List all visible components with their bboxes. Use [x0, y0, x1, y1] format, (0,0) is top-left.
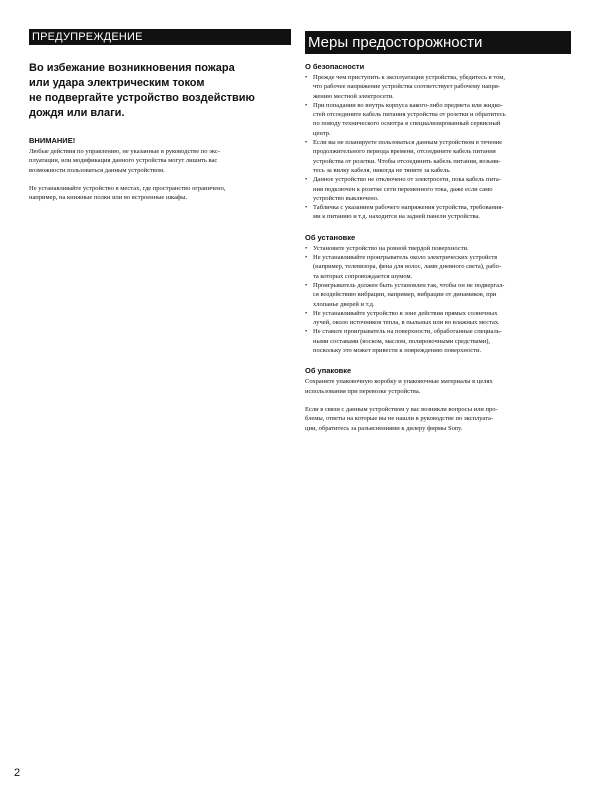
text-line: • Установите устройство на ровной твердой поверхности.	[313, 244, 469, 252]
warning-heading-line: дождя или влаги.	[29, 107, 125, 119]
text-line: ся воздействию вибрации, например, вибрации от динамиков, при	[313, 291, 497, 299]
warning-heading-line: или удара электрическим током	[29, 77, 205, 89]
packing-text	[305, 377, 571, 396]
text-line: Сохраните упаковочную коробку и упаковочные материалы в целях	[305, 378, 493, 386]
text-line: ции, обратитесь за разъяснениями к дилеру фирмы Sony.	[305, 424, 463, 432]
text-line: та которых сопровождается шумом.	[313, 272, 413, 280]
text-line: • При попадании во внутрь корпуса какого-либо предмета или жидко-	[313, 101, 503, 109]
list-item	[305, 309, 571, 328]
safety-list	[305, 73, 571, 222]
list-item	[305, 244, 571, 253]
warning-heading-line: Во избежание возникновения пожара	[29, 62, 235, 74]
text-line: • Не ставьте проигрыватель на поверхности, обработанные специаль-	[313, 328, 502, 336]
list-item	[305, 203, 571, 222]
page-title: Меры предосторожности	[305, 31, 571, 54]
list-item	[305, 101, 571, 138]
text-line: ми к питанию и т.д. находится на задней панели устройства.	[313, 213, 481, 221]
text-line: • Если вы не планируете пользоваться данным устройством в течение	[313, 139, 503, 147]
warning-heading	[29, 61, 291, 121]
text-line: • Прежде чем приступить к эксплуатации устройства, убедитесь в том,	[313, 74, 505, 81]
text-line: по поводу технического осмотра в специализированный сервисный	[313, 120, 501, 128]
text-line: продолжительного периода времени, отсоедините кабель питания	[313, 148, 496, 156]
warning-label: ПРЕДУПРЕЖДЕНИЕ	[29, 29, 291, 45]
text-line: хлопанье дверей и т.д.	[313, 300, 375, 308]
left-column	[29, 29, 291, 202]
text-line: тесь за вилку кабеля, никогда не тяните за кабель.	[313, 166, 451, 174]
text-line: • Проигрыватель должен быть установлен так, чтобы он не подвергал-	[313, 281, 505, 289]
page-number: 2	[14, 767, 21, 779]
packing-heading: Об упаковке	[305, 366, 352, 376]
text-line: • Не устанавливайте проигрыватель около электрических устройств	[313, 254, 498, 262]
right-column	[305, 31, 571, 433]
list-item	[305, 327, 571, 355]
text-line: блемы, ответы на которые вы не нашли в руководстве по эксплуата-	[305, 415, 494, 423]
text-line: жению местной электросети.	[313, 92, 394, 100]
text-line: устройства от розетки. Чтобы отсоединить кабель питания, возьми-	[313, 157, 501, 165]
list-item	[305, 138, 571, 175]
installation-list	[305, 244, 571, 356]
attention-label: ВНИМАНИЕ!	[29, 136, 76, 145]
text-line: центр.	[313, 129, 331, 137]
text-line: поскольку это может привести к повреждению поверхности.	[313, 347, 482, 355]
text-line: плуатации, или модификация данного устройства могут лишить вас	[29, 157, 218, 165]
text-line: ния подключен к розетке сети переменного тока, даже если само	[313, 185, 493, 193]
text-line: лучей, около источников тепла, в пыльных или во влажных местах.	[313, 319, 500, 327]
safety-heading: О безопасности	[305, 62, 365, 71]
text-line: Не устанавливайте устройство в местах, где пространство ограничено,	[29, 184, 226, 192]
contact-text	[305, 405, 571, 433]
list-item	[305, 73, 571, 101]
attention-text	[29, 147, 291, 175]
text-line: • Не устанавливайте устройство в зоне действия прямых солнечных	[313, 309, 498, 317]
install-note	[29, 184, 291, 203]
text-line: возможности пользоваться данным устройством.	[29, 166, 165, 174]
text-line: стей отсоедините кабель питания устройства от розетки и обратитесь	[313, 111, 506, 119]
text-line: ными составами (воском, маслом, полировочными средствами),	[313, 337, 491, 345]
text-line: устройство выключено.	[313, 194, 379, 202]
list-item	[305, 281, 571, 309]
text-line: Если в связи с данным устройством у вас возникли вопросы или про-	[305, 405, 498, 413]
list-item	[305, 253, 571, 281]
text-line: • Данное устройство не отключено от электросети, пока кабель пита-	[313, 176, 501, 184]
text-line: что рабочее напряжение устройства соответствует рабочему напря-	[313, 83, 500, 91]
text-line: использования при перевозке устройства.	[305, 387, 421, 395]
text-line: Любые действия по управлению, не указанные в руководстве по экс-	[29, 148, 220, 155]
text-line: • Табличка с указанием рабочего напряжения устройства, требования-	[313, 204, 504, 212]
text-line: например, на книжные полки или во встроенные шкафы.	[29, 194, 188, 202]
warning-heading-line: не подвергайте устройство воздействию	[29, 92, 255, 104]
list-item	[305, 175, 571, 203]
installation-heading: Об установке	[305, 232, 356, 242]
text-line: (например, телевизора, фена для волос, ламп дневного света), рабо-	[313, 263, 502, 271]
